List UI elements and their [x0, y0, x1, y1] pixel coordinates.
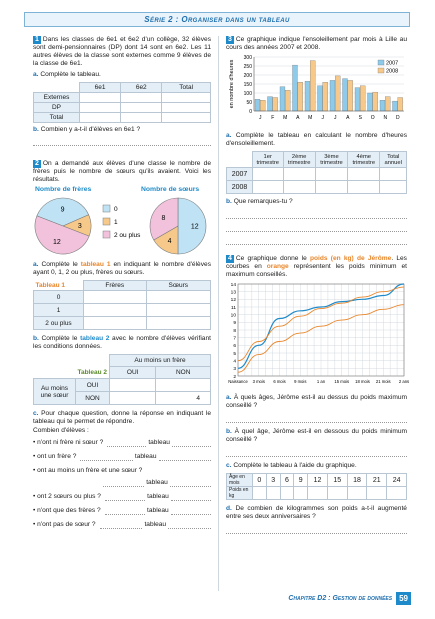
t2-cell[interactable]	[110, 392, 156, 405]
ex4-number: 4	[228, 255, 232, 262]
age-cell: 18	[347, 474, 367, 487]
legend-label: 1	[114, 219, 118, 226]
weight-cell[interactable]	[280, 487, 294, 500]
ex4-question-b	[226, 428, 407, 444]
bar-ytick: 200	[243, 73, 252, 79]
ex1-col-header: 6e1	[80, 83, 121, 93]
line-xtick: 1 an	[316, 379, 326, 384]
bar-2007	[380, 100, 385, 111]
line-ytick: 2	[233, 374, 236, 380]
ex2-qc-letter: c.	[33, 410, 39, 417]
ex2-item-label: • ont un frère ?	[33, 453, 77, 460]
bar-2008	[385, 97, 390, 111]
line-ytick: 9	[233, 321, 236, 327]
answer-line[interactable]	[33, 136, 211, 146]
weight-cell[interactable]	[347, 487, 367, 500]
bar-ytick: 50	[246, 100, 252, 106]
ex2-qa-text1: Complète le	[41, 261, 78, 268]
ex2-item-label: • ont au moins un frère et une sœur ?	[33, 467, 143, 474]
ex2-table1	[33, 280, 211, 330]
bar-ylabel: en nombre d'heures	[229, 59, 235, 109]
ex1-question-a	[33, 71, 211, 79]
ex4-text-bold: poids (en kg) de Jérôme	[309, 255, 392, 262]
weight-cell[interactable]	[294, 487, 308, 500]
ex2-question-b	[33, 335, 211, 351]
bar-2007	[393, 101, 398, 111]
ex4-qc-text: Complète le tableau à l'aide du graphique.	[233, 462, 357, 469]
weight-cell[interactable]	[266, 487, 280, 500]
bar-2007	[318, 86, 323, 111]
page-footer	[288, 592, 411, 605]
bar-ytick: 250	[243, 64, 252, 70]
line-ytick: 5	[233, 351, 236, 357]
ex3-col-header: 1er trimestre	[253, 152, 284, 168]
ex2-question-c	[33, 410, 211, 426]
ex2-item	[33, 507, 211, 515]
weight-cell[interactable]	[308, 487, 328, 500]
bar-xtick: M	[283, 115, 288, 121]
answer-line[interactable]	[226, 447, 407, 457]
bar-2007	[305, 81, 310, 111]
ex1-row-header: Externes	[34, 93, 80, 103]
ex3-col-header: 3ème trimestre	[315, 152, 347, 168]
pie-data-label: 12	[53, 239, 61, 247]
legend-swatch	[103, 205, 110, 212]
weight-cell[interactable]	[253, 487, 267, 500]
bar-legend-label: 2008	[386, 68, 399, 75]
ex4-qa-text: À quels âges, Jérôme est-il au dessus du poids maximum conseillé ?	[226, 394, 407, 409]
ex4-question-a	[226, 394, 407, 410]
t2-cell[interactable]	[110, 379, 156, 392]
bar-xtick: M	[308, 115, 313, 121]
left-column	[33, 36, 211, 535]
line-ytick: 13	[230, 290, 236, 296]
ex1-statement	[33, 36, 211, 68]
ex2-item	[33, 439, 211, 447]
ex3-cell[interactable]	[253, 181, 284, 194]
bar-2008	[335, 76, 340, 111]
chapter-title: Chapitre D2 : Gestion de données	[288, 595, 393, 602]
combien-label: Combien d'élèves :	[33, 427, 89, 434]
ex3-number: 3	[228, 36, 232, 43]
tableau-dots[interactable]	[172, 439, 211, 447]
ex4-row-header: Âge en mois	[227, 474, 253, 487]
ex4-question-d	[226, 505, 407, 521]
ex3-text: Ce graphique indique l'ensoleillement par mois à Lille au cours des années 2007 et 2008.	[226, 36, 407, 51]
ex4-statement	[226, 255, 407, 279]
ex1-cell[interactable]	[80, 93, 121, 103]
age-cell: 21	[367, 474, 387, 487]
ex3-question-a	[226, 132, 407, 148]
ex3-qb-text: Que remarques-tu ?	[233, 198, 293, 205]
ex2-item-label: • n'ont que des frères ?	[33, 507, 101, 514]
tableau-dots[interactable]	[170, 479, 211, 487]
ex2-qa-text2: en indiquant le nombre d'élèves ayant 0, 1, 2 ou plus, frères ou sœurs.	[33, 261, 211, 276]
answer-dots[interactable]	[105, 507, 145, 515]
answer-dots[interactable]	[105, 493, 145, 501]
ex1-number: 1	[35, 36, 39, 43]
tableau-word: tableau	[147, 493, 169, 500]
ex2-qb-letter: b.	[33, 335, 39, 342]
ex3-table	[226, 151, 407, 194]
pie-data-label: 3	[77, 223, 82, 231]
bar-xtick: J	[334, 115, 337, 121]
ex3-col-header: 2ème trimestre	[283, 152, 315, 168]
line-ytick: 8	[233, 328, 236, 334]
ex3-row-header: 2008	[227, 181, 253, 194]
tableau-word: tableau	[146, 479, 168, 486]
ex2-item	[33, 521, 211, 529]
ex1-qb-text: Combien y a-t-il d'élèves en 6e1 ?	[40, 126, 141, 133]
ex1-cell[interactable]	[162, 103, 211, 113]
ex4-text3: représentent les poids minimum et maximum conseillés.	[226, 263, 407, 278]
page-number: 59	[396, 592, 411, 605]
ex2-table2	[33, 354, 211, 405]
ex2-qb-bold: tableau 2	[80, 335, 110, 342]
ex2-qc-text: Pour chaque question, donne la réponse en indiquant le tableau qui te permet de répondre.	[33, 410, 211, 425]
t1-col-header: Frères	[84, 281, 147, 291]
bar-2007	[268, 97, 273, 111]
bar-ytick: 150	[243, 82, 252, 88]
t1-cell[interactable]	[84, 304, 147, 317]
ex2-item-label: • ont 2 sœurs ou plus ?	[33, 493, 101, 500]
bar-2007	[293, 65, 298, 111]
legend-swatch	[103, 218, 110, 225]
line-xtick: 3 mois	[252, 379, 265, 384]
ex1-text: Dans les classes de 6e1 et 6e2 d'un collège, 32 élèves sont demi-pensionnaires (DP) dont 14 sont en 6e2. Les 11 autres élèves de la classe sont externes comme 9 élèves de la classe de 6e1.	[33, 36, 211, 67]
ex1-cell[interactable]	[121, 113, 162, 123]
ex2-statement	[33, 160, 211, 184]
ex2-item	[33, 493, 211, 501]
pie2-title: Nombre de sœurs	[141, 186, 200, 193]
answer-dots[interactable]	[107, 439, 146, 447]
answer-line[interactable]	[226, 524, 407, 534]
table2-title: Tableau 2	[77, 368, 107, 376]
line-xtick: 6 mois	[273, 379, 286, 384]
ex2-qb-text1: Complète le	[41, 335, 78, 342]
t2-cell-value: 4	[156, 392, 211, 405]
bar-xtick: A	[296, 115, 300, 121]
ex1-row-header: Total	[34, 113, 80, 123]
ex1-qa-letter: a.	[33, 71, 39, 78]
t1-row-header: 0	[34, 291, 84, 304]
ex3-cell[interactable]	[348, 181, 380, 194]
ex1-col-header: 6e2	[121, 83, 162, 93]
weight-cell[interactable]	[327, 487, 347, 500]
answer-line[interactable]	[226, 413, 407, 423]
bar-ytick: 300	[243, 55, 252, 61]
line-xtick: Naissance	[228, 379, 248, 384]
pie-data-label: 12	[190, 223, 199, 231]
age-cell: 24	[387, 474, 407, 487]
bar-2007	[368, 93, 373, 111]
pie-data-label: 8	[161, 215, 166, 223]
bar-ytick: 0	[249, 109, 252, 115]
bar-xtick: A	[346, 115, 350, 121]
answer-line[interactable]	[226, 235, 407, 245]
pie1-title: Nombre de frères	[35, 186, 92, 193]
ex1-cell[interactable]	[162, 93, 211, 103]
t2-col-header: NON	[156, 367, 211, 379]
line-ytick: 10	[230, 313, 236, 319]
ex4-text2: . Les courbes en	[226, 255, 407, 270]
ex4-qb-text: À quel âge, Jérôme est-il en dessous du poids minimum conseillé ?	[226, 428, 407, 443]
t2-row-group: Au moins une sœur	[34, 379, 76, 405]
ex1-table	[33, 82, 211, 123]
ex2-number: 2	[35, 160, 39, 167]
line-ytick: 3	[233, 367, 236, 373]
tableau-word: tableau	[148, 439, 170, 446]
bar-2007	[355, 88, 360, 111]
weight-cell[interactable]	[387, 487, 407, 500]
ex2-qa-bold: tableau 1	[80, 261, 111, 268]
line-ytick: 4	[233, 359, 236, 365]
ex2-items-list	[33, 439, 211, 529]
bar-2008	[398, 98, 403, 112]
tableau-dots[interactable]	[171, 493, 211, 501]
series-header	[24, 12, 410, 27]
bar-legend-swatch	[378, 68, 384, 73]
ex1-question-b	[33, 126, 211, 134]
ex2-question-a	[33, 261, 211, 277]
ex2-item-label: • n'ont ni frère ni sœur ?	[33, 439, 104, 446]
bar-2008	[273, 98, 278, 112]
ex2-pies	[33, 186, 211, 258]
legend-swatch	[103, 231, 110, 238]
line-xtick: 2 ans	[398, 379, 410, 384]
ex4-qc-letter: c.	[226, 462, 232, 469]
table1-title: Tableau 1	[35, 281, 66, 289]
ex3-qa-text: Complète le tableau en calculant le nombre d'heures d'ensoleillement.	[226, 132, 407, 147]
legend-label: 0	[114, 206, 118, 213]
bar-xtick: D	[395, 115, 400, 121]
weight-cell[interactable]	[367, 487, 387, 500]
bar-2007	[330, 80, 335, 111]
ex1-cell[interactable]	[80, 113, 121, 123]
t1-cell[interactable]	[84, 291, 147, 304]
answer-line[interactable]	[226, 209, 407, 219]
ex3-cell[interactable]	[315, 181, 347, 194]
pie-data-label: 4	[167, 238, 172, 246]
tableau-dots[interactable]	[168, 521, 211, 529]
ex4-table	[226, 473, 407, 500]
t2-row-header: NON	[76, 392, 110, 405]
column-divider	[218, 36, 219, 591]
bar-2008	[298, 82, 303, 111]
ex2-text: On a demandé aux élèves d'une classe le nombre de frères puis le nombre de sœurs qu'ils avaient. Voici les résultats.	[33, 160, 211, 183]
ex1-qb-letter: b.	[33, 126, 39, 133]
t1-col-header: Sœurs	[146, 281, 210, 291]
ex2-item-label: • n'ont pas de sœur ?	[33, 521, 96, 528]
sunshine-bar-chart	[226, 54, 407, 126]
bar-2008	[285, 90, 290, 111]
ex3-col-header: 4ème trimestre	[348, 152, 380, 168]
ex3-cell[interactable]	[283, 181, 315, 194]
right-column	[226, 36, 410, 534]
bar-2008	[323, 82, 328, 111]
bar-2008	[348, 80, 353, 111]
bar-2008	[360, 86, 365, 111]
t2-header: Au moins un frère	[110, 355, 211, 367]
line-ytick: 14	[230, 282, 236, 288]
ex4-qd-text: De combien de kilogrammes son poids a-t-il augmenté entre ses deux anniversaires ?	[226, 505, 407, 520]
ex2-item	[33, 453, 211, 461]
bar-ytick: 100	[243, 91, 252, 97]
answer-dots[interactable]	[80, 453, 133, 461]
ex2-qb-text2: avec le nombre d'élèves vérifiant les conditions données.	[33, 335, 211, 350]
bar-2007	[255, 99, 260, 111]
age-cell: 9	[294, 474, 308, 487]
ex3-cell[interactable]	[253, 168, 284, 181]
line-ytick: 7	[233, 336, 236, 342]
ex4-qa-letter: a.	[226, 394, 232, 401]
age-cell: 12	[308, 474, 328, 487]
bar-legend-label: 2007	[386, 60, 399, 67]
ex2-item-tableau	[33, 479, 211, 487]
t1-cell[interactable]	[84, 317, 147, 330]
ex3-cell[interactable]	[380, 181, 407, 194]
age-cell: 15	[327, 474, 347, 487]
t2-col-header: OUI	[110, 367, 156, 379]
age-cell: 0	[253, 474, 267, 487]
ex1-row-header: DP	[34, 103, 80, 113]
ex4-qb-letter: b.	[226, 428, 232, 435]
t1-row-header: 2 ou plus	[34, 317, 84, 330]
ex3-cell[interactable]	[380, 168, 407, 181]
pie-charts	[33, 195, 211, 257]
ex3-col-header: Total annuel	[380, 152, 407, 168]
t1-cell[interactable]	[146, 291, 210, 304]
line-ytick: 11	[231, 305, 236, 311]
ex4-text-orange: orange	[266, 263, 289, 270]
ex3-row-header: 2007	[227, 168, 253, 181]
t1-cell[interactable]	[146, 304, 210, 317]
ex4-row-header: Poids en kg	[227, 487, 253, 500]
bar-xtick: S	[358, 115, 362, 121]
ex1-col-header: Total	[162, 83, 211, 93]
bar-2007	[280, 87, 285, 111]
line-xtick: 21 mois	[375, 379, 391, 384]
bar-2008	[373, 92, 378, 111]
bar-2008	[310, 61, 315, 111]
bar-2007	[343, 79, 348, 111]
line-xtick: 9 mois	[294, 379, 307, 384]
answer-dots[interactable]	[100, 521, 143, 529]
bar-xtick: F	[271, 115, 275, 121]
age-cell: 6	[280, 474, 294, 487]
ex3-qa-letter: a.	[226, 132, 232, 139]
t1-cell[interactable]	[146, 317, 210, 330]
bar-xtick: O	[370, 115, 375, 121]
tableau-word: tableau	[134, 453, 157, 460]
bar-xtick: N	[383, 115, 388, 121]
pie-data-label: 9	[60, 206, 65, 214]
line-xtick: 15 mois	[334, 379, 350, 384]
ex3-statement	[226, 36, 407, 52]
ex1-cell[interactable]	[162, 113, 211, 123]
ex2-qa-letter: a.	[33, 261, 39, 268]
ex1-cell[interactable]	[121, 103, 162, 113]
bar-xtick: J	[259, 115, 262, 121]
line-ytick: 6	[233, 344, 236, 350]
ex4-question-c	[226, 462, 407, 470]
t2-cell[interactable]	[156, 379, 211, 392]
answer-dots[interactable]	[103, 479, 144, 487]
bar-xtick: J	[321, 115, 324, 121]
weight-line-chart	[226, 281, 410, 389]
age-cell: 3	[266, 474, 280, 487]
tableau-dots[interactable]	[159, 453, 212, 461]
tableau-word: tableau	[147, 507, 169, 514]
t1-row-header: 1	[34, 304, 84, 317]
ex4-qd-letter: d.	[226, 505, 232, 512]
legend-label: 2 ou plus	[114, 232, 141, 239]
ex4-text1: Ce graphique donne le	[235, 255, 307, 262]
tableau-word: tableau	[144, 521, 167, 528]
ex3-cell[interactable]	[315, 168, 347, 181]
t2-row-header: OUI	[76, 379, 110, 392]
series-title: Série 2 : Organiser dans un tableau	[144, 15, 290, 24]
ex1-cell[interactable]	[121, 93, 162, 103]
line-xtick: 18 mois	[355, 379, 370, 384]
bar-legend-swatch	[378, 60, 384, 65]
bar-2008	[260, 100, 265, 111]
ex1-cell[interactable]	[80, 103, 121, 113]
answer-line[interactable]	[226, 222, 407, 232]
ex3-qb-letter: b.	[226, 198, 232, 205]
ex3-cell[interactable]	[348, 168, 380, 181]
ex3-cell[interactable]	[283, 168, 315, 181]
ex1-qa-text: Complète le tableau.	[40, 71, 101, 78]
line-ytick: 12	[230, 298, 236, 304]
tableau-dots[interactable]	[171, 507, 211, 515]
ex2-item	[33, 467, 211, 475]
ex3-question-b	[226, 198, 407, 206]
